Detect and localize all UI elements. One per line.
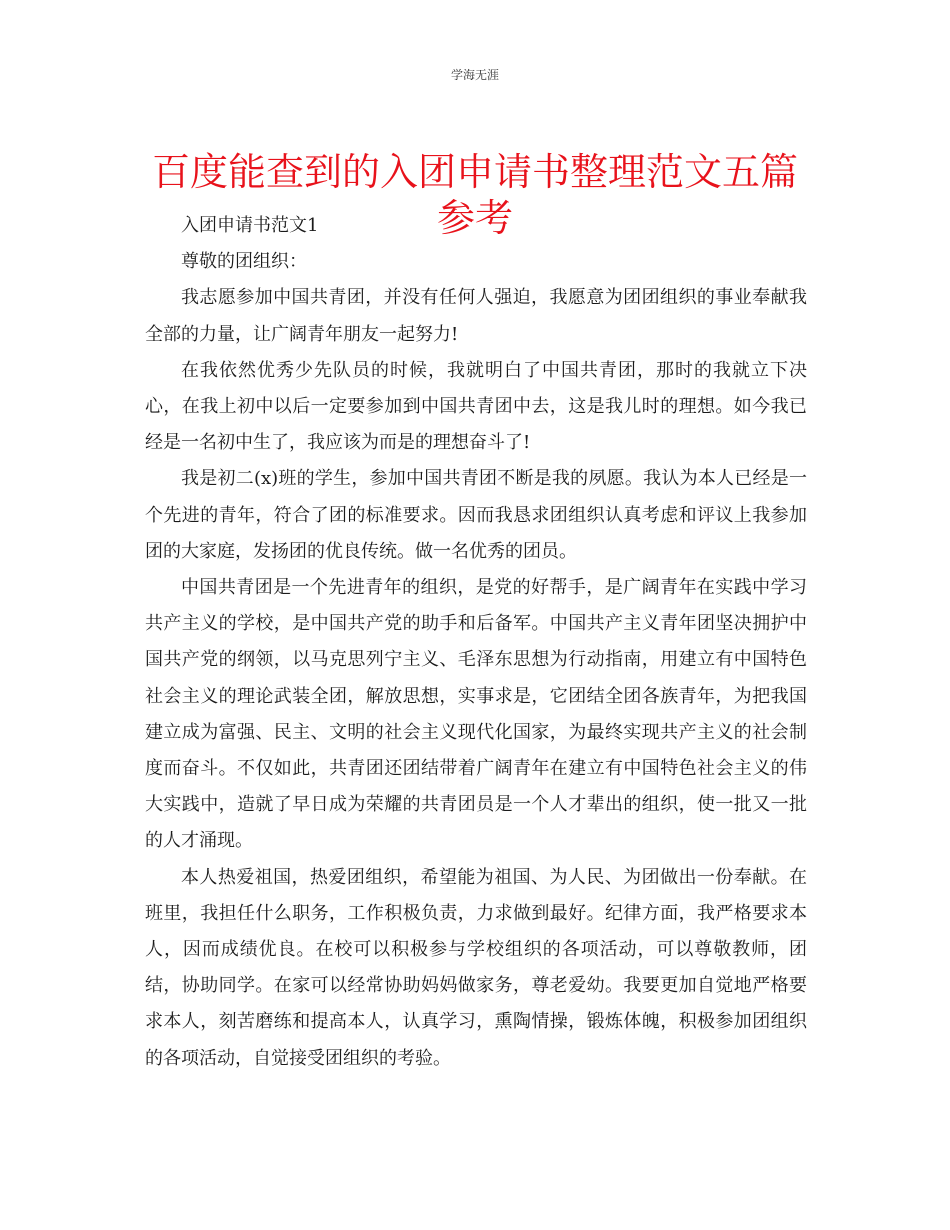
salutation: 尊敬的团组织： [181,251,307,273]
document-title: 百度能查到的入团申请书整理范文五篇参考 [151,150,798,241]
page-header: 学海无涯 [450,68,499,82]
paragraph: 中国共青团是一个先进青年的组织，是党的好帮手，是广阔青年在实践中学习共产主义的学校，是中国共产党的助手和后备军。中国共产主义青年团坚决拥护中国共产党的纲领，以马克思列宁主义、毛泽东思想为行动指南，用建立有中国特色社会主义的理论武装全团，解放思想，实事求是，它团结全团各族青年，为把我国建立成为富强、民主、文明的社会主义现代化国家，为最终实现共产主义的社会制度而奋斗。不仅如此，共青团还团结带着广阔青年在建立有中国特色社会主义的伟大实践中，造就了早日成为荣耀的共青团员是一个人才辈出的组织，使一批又一批的人才涌现。 [145,577,807,852]
paragraph: 我志愿参加中国共青团，并没有任何人强迫，我愿意为团团组织的事业奉献我全部的力量，让广阔青年朋友一起努力! [145,287,807,345]
document-body [145,208,807,1077]
paragraph: 我是初二(x)班的学生，参加中国共青团不断是我的夙愿。我认为本人已经是一个先进的青年，符合了团的标准要求。因而我恳求团组织认真考虑和评议上我参加团的大家庭，发扬团的优良传统。做一名优秀的团员。 [145,468,807,562]
paragraph: 本人热爱祖国，热爱团组织，希望能为祖国、为人民、为团做出一份奉献。在班里，我担任什么职务，工作积极负责，力求做到最好。纪律方面，我严格要求本人，因而成绩优良。在校可以积极参与学校组织的各项活动，可以尊敬教师，团结，协助同学。在家可以经常协助妈妈做家务，尊老爱幼。我要更加自觉地严格要求本人，刻苦磨练和提高本人，认真学习，熏陶情操，锻炼体魄，积极参加团组织的各项活动，自觉接受团组织的考验。 [145,866,807,1069]
section-heading: 入团申请书范文1 [181,215,319,236]
paragraph: 在我依然优秀少先队员的时候，我就明白了中国共青团，那时的我就立下决心，在我上初中以后一定要参加到中国共青团中去，这是我儿时的理想。如今我已经是一名初中生了，我应该为而是的理想奋斗了! [145,359,807,454]
